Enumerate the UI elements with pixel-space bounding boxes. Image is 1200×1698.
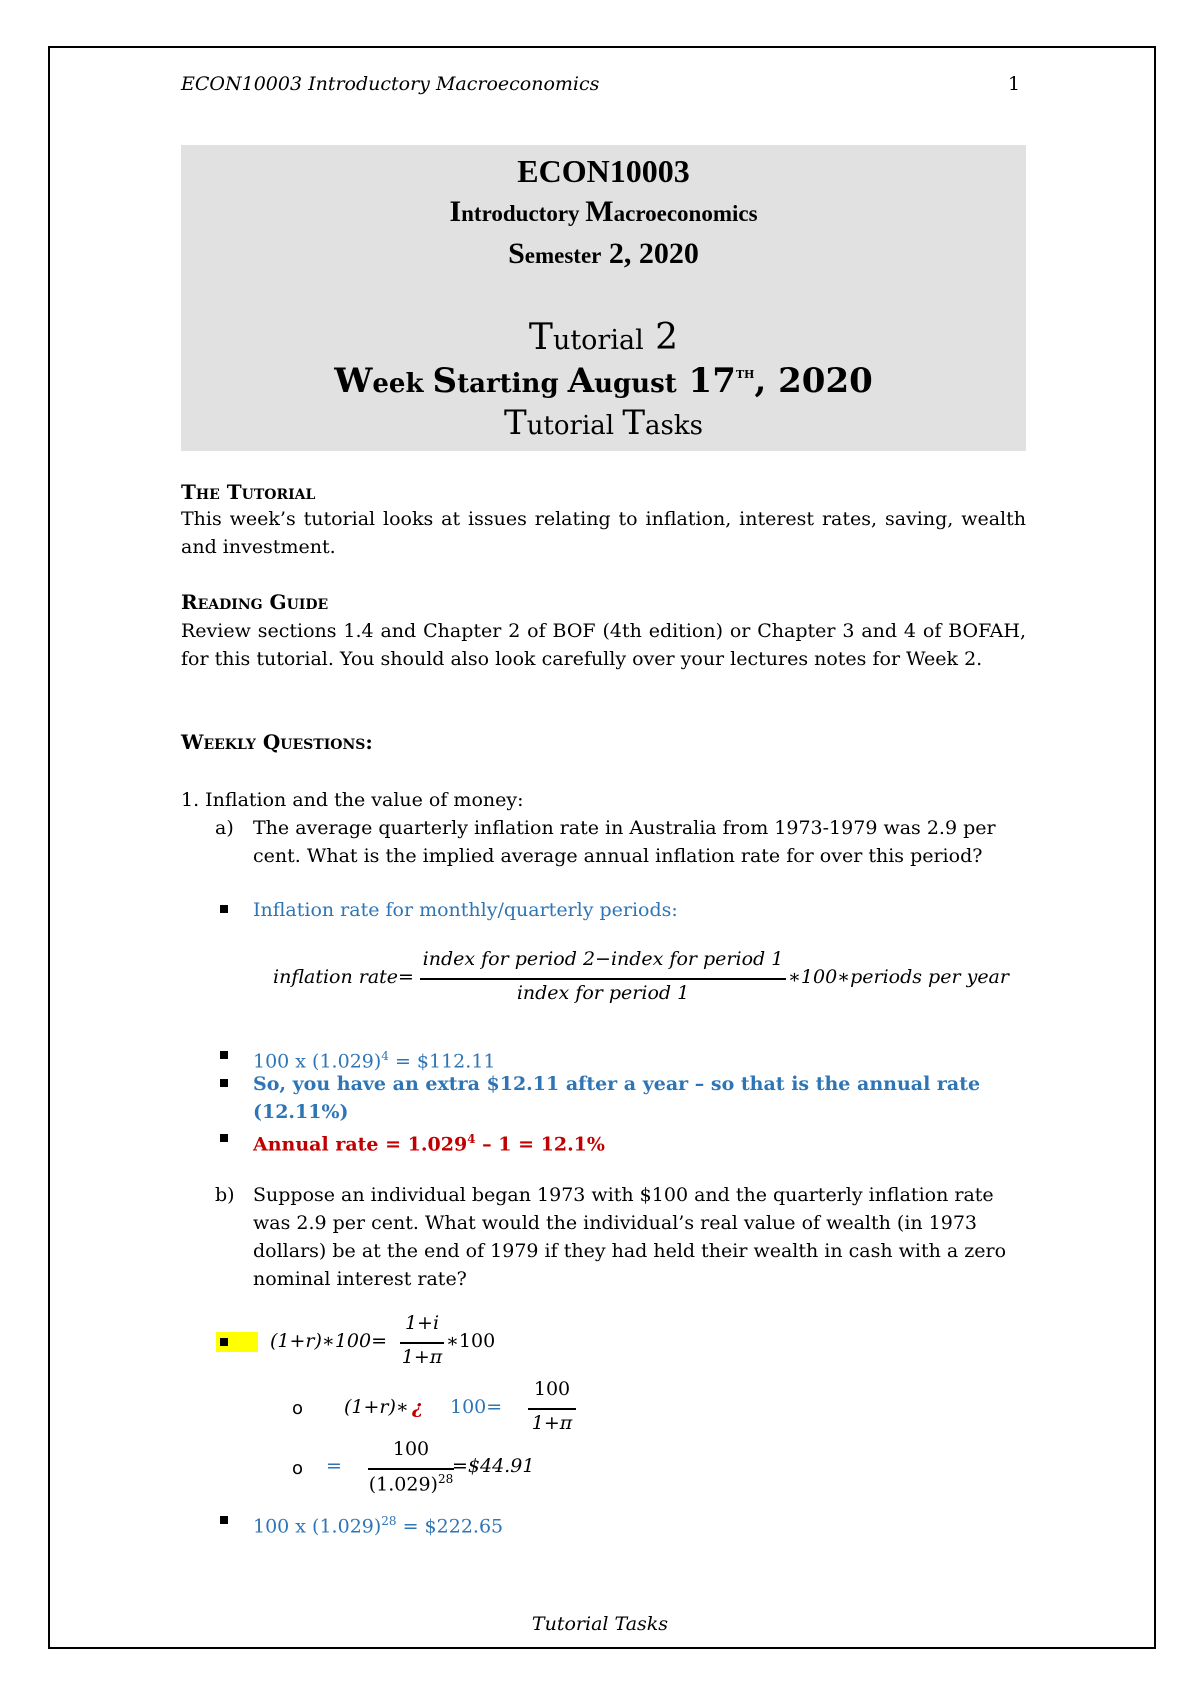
bullet-calc-222: 100 x $(1.029)^{28}$ = $222.65 [253, 1514, 504, 1538]
eq1-rhs: ∗100 [446, 1330, 496, 1352]
section-heading-reading: Reading Guide [181, 590, 329, 614]
fraction-bar [368, 1468, 454, 1470]
question-1a-label: a) [215, 817, 234, 839]
circle-bullet: o [292, 1398, 304, 1419]
bullet-marker [220, 1516, 228, 1524]
formula-rhs: ∗100∗periods per year [788, 966, 1009, 988]
sub1-mid: 100= [450, 1396, 503, 1418]
question-1b-text: Suppose an individual began 1973 with $100 and the quarterly inflation rate was 2.9 per cent. What would the individual’s real value of wealth (in 1973 dollars) be at the end of 1979 if they had held their wealth in cash with a zero nominal interest rate? [253, 1184, 1007, 1290]
running-footer: Tutorial Tasks [531, 1613, 669, 1635]
running-header: ECON10003 Introductory Macroeconomics [181, 73, 600, 95]
question-1a-text: The average quarterly inflation rate in Australia from 1973-1979 was 2.9 per cent. What is the implied average annual inflation rate for over this period? [253, 817, 996, 867]
page-number: 1 [1008, 73, 1021, 95]
sub2-numerator: 100 [392, 1438, 430, 1460]
formula-denominator: index for period 1 [516, 982, 690, 1004]
tutorial-description: This week’s tutorial looks at issues relating to inflation, interest rates, saving, wealth and investment. [181, 508, 1026, 558]
fraction-bar [420, 978, 786, 980]
eq1-numerator: 1+i [404, 1312, 440, 1334]
question-1-intro: 1. Inflation and the value of money: [181, 789, 524, 811]
bullet-marker [220, 1338, 228, 1346]
sub1-mark: ¿ [412, 1396, 424, 1418]
sub1-denominator: 1+π [531, 1412, 573, 1434]
section-heading-weekly: Weekly Questions: [181, 730, 373, 754]
bullet-marker [220, 1134, 228, 1142]
bullet-marker [220, 1079, 228, 1087]
eq1-denominator: 1+π [401, 1346, 443, 1368]
bullet-calc-112: 100 x $(1.029)^4$ = $112.11 [253, 1049, 496, 1073]
tutorial-number: Tutorial 2 [528, 317, 679, 358]
bullet-inflation-rate: Inflation rate for monthly/quarterly periods: [253, 899, 678, 921]
course-name: Introductory Macroeconomics [449, 195, 758, 228]
sub2-rhs: =$44.91 [452, 1455, 535, 1477]
sub2-equals: = [326, 1455, 342, 1477]
title-block [181, 145, 1026, 451]
circle-bullet: o [292, 1458, 304, 1479]
question-1b-label: b) [215, 1184, 235, 1206]
course-code: ECON10003 [517, 153, 690, 189]
bullet-extra-annual: So, you have an extra $12.11 after a year – so that is the annual rate (12.11%) [253, 1073, 981, 1123]
formula-lhs: inflation rate= [273, 966, 414, 988]
sub1-lhs: (1+r)∗ [344, 1396, 409, 1418]
week-starting: Week Starting August 17th, 2020 [334, 361, 873, 401]
formula-numerator: index for period 2−index for period 1 [422, 948, 784, 970]
bullet-marker [220, 905, 228, 913]
semester: Semester 2, 2020 [508, 237, 699, 270]
bullet-annual-rate: Annual rate = $1.029^4 - 1 = 12.1\%$ [253, 1132, 605, 1156]
bullet-marker [220, 1051, 228, 1059]
fraction-bar [528, 1408, 576, 1410]
section-heading-tutorial: The Tutorial [181, 480, 316, 504]
eq1-lhs: (1+r)∗100= [270, 1330, 388, 1352]
reading-guide-text: Review sections 1.4 and Chapter 2 of BOF (4th edition) or Chapter 3 and 4 of BOFAH, for this tutorial. You should also look carefully over your lectures notes for Week 2. [181, 620, 1026, 670]
tutorial-tasks-title: Tutorial Tasks [504, 403, 703, 443]
sub1-numerator: 100 [533, 1378, 571, 1400]
fraction-bar [400, 1342, 444, 1344]
sub2-denominator: $(1.029)^{28}$ [368, 1472, 454, 1496]
